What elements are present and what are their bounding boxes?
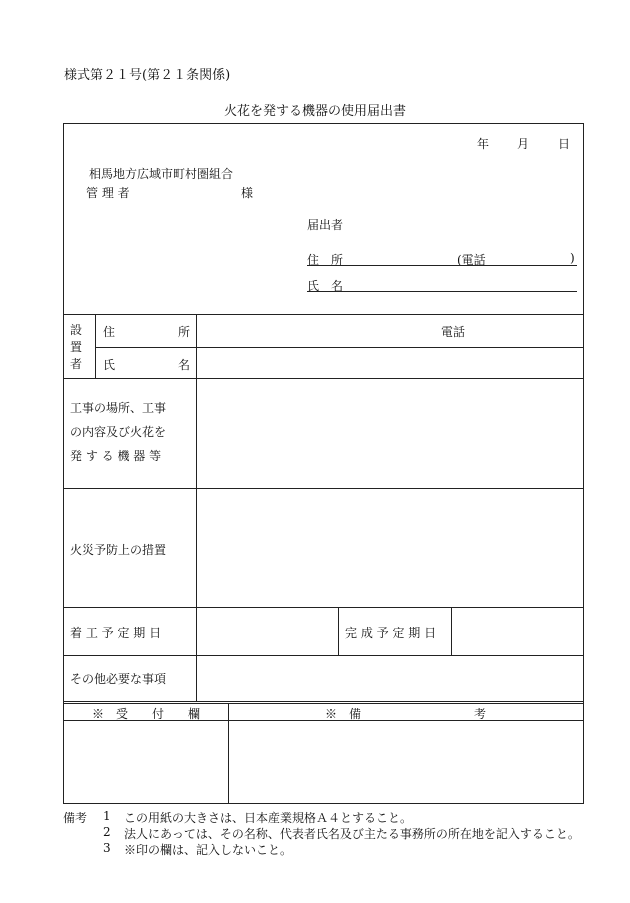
remarks-label: ※ 備 <box>325 707 362 721</box>
other-field[interactable] <box>197 656 583 700</box>
installer-name-label-b: 名 <box>178 358 191 372</box>
notifier-name-label: 氏 名 <box>307 279 344 293</box>
start-date-label: 着 工 予 定 期 日 <box>70 626 162 640</box>
note-number: 3 <box>103 841 111 855</box>
notes-heading: 備考 <box>63 811 88 825</box>
divider <box>63 701 584 702</box>
note-text: ※印の欄は、記入しないこと。 <box>124 843 293 857</box>
divider <box>95 314 96 378</box>
addressee-role: 管 理 者 <box>86 186 130 200</box>
installer-label-3: 者 <box>70 357 83 371</box>
date-month-label: 月 <box>517 137 530 151</box>
installer-name-field[interactable] <box>197 348 583 377</box>
remarks-field <box>229 721 583 803</box>
notifier-address-underline <box>307 265 577 266</box>
work-location-label-line2: の内容及び火花を <box>70 425 167 439</box>
note-text: この用紙の大きさは、日本産業規格Ａ４とすること。 <box>124 811 413 825</box>
notifier-label: 届出者 <box>307 218 344 232</box>
date-year-label: 年 <box>477 137 490 151</box>
notifier-name-underline <box>307 291 577 292</box>
installer-address-field[interactable] <box>197 315 433 346</box>
installer-label-1: 設 <box>70 323 83 337</box>
reception-label: ※ 受 付 欄 <box>92 707 201 721</box>
installer-phone-field[interactable] <box>472 315 583 346</box>
divider <box>63 703 584 704</box>
fire-prevention-field[interactable] <box>197 489 583 606</box>
note-number: 2 <box>103 825 111 839</box>
remarks-label-tail: 考 <box>474 707 487 721</box>
start-date-field[interactable] <box>197 608 337 654</box>
installer-label-2: 置 <box>70 340 83 354</box>
form-title: 火花を発する機器の使用届出書 <box>223 104 406 119</box>
notifier-phone-close: ) <box>570 251 575 265</box>
notifier-phone-field[interactable] <box>494 248 570 266</box>
notifier-phone-open: (電話 <box>457 253 486 267</box>
notifier-address-field[interactable] <box>352 248 457 266</box>
note-number: 1 <box>103 809 111 823</box>
divider <box>338 607 339 655</box>
installer-name-label-a: 氏 <box>103 358 116 372</box>
installer-address-label-a: 住 <box>103 325 116 339</box>
reception-field <box>64 721 227 803</box>
installer-phone-label: 電話 <box>441 325 466 339</box>
form-number: 様式第２１号(第２１条関係) <box>64 68 231 83</box>
completion-date-label: 完 成 予 定 期 日 <box>345 626 437 640</box>
work-location-field[interactable] <box>197 379 583 487</box>
notifier-name-field[interactable] <box>352 274 577 292</box>
installer-address-label-b: 所 <box>178 325 191 339</box>
addressee-honorific: 様 <box>241 186 254 200</box>
addressee-org: 相馬地方広域市町村圏組合 <box>89 167 234 181</box>
notifier-address-label: 住 所 <box>307 253 344 267</box>
completion-date-field[interactable] <box>452 608 583 654</box>
date-day-label: 日 <box>558 137 571 151</box>
fire-prevention-label: 火災予防上の措置 <box>70 543 167 557</box>
other-label: その他必要な事項 <box>70 672 167 686</box>
work-location-label-line1: 工事の場所、工事 <box>70 401 167 415</box>
note-text: 法人にあっては、その名称、代表者氏名及び主たる事務所の所在地を記入すること。 <box>124 827 580 841</box>
work-location-label-line3: 発 す る 機 器 等 <box>70 449 162 463</box>
